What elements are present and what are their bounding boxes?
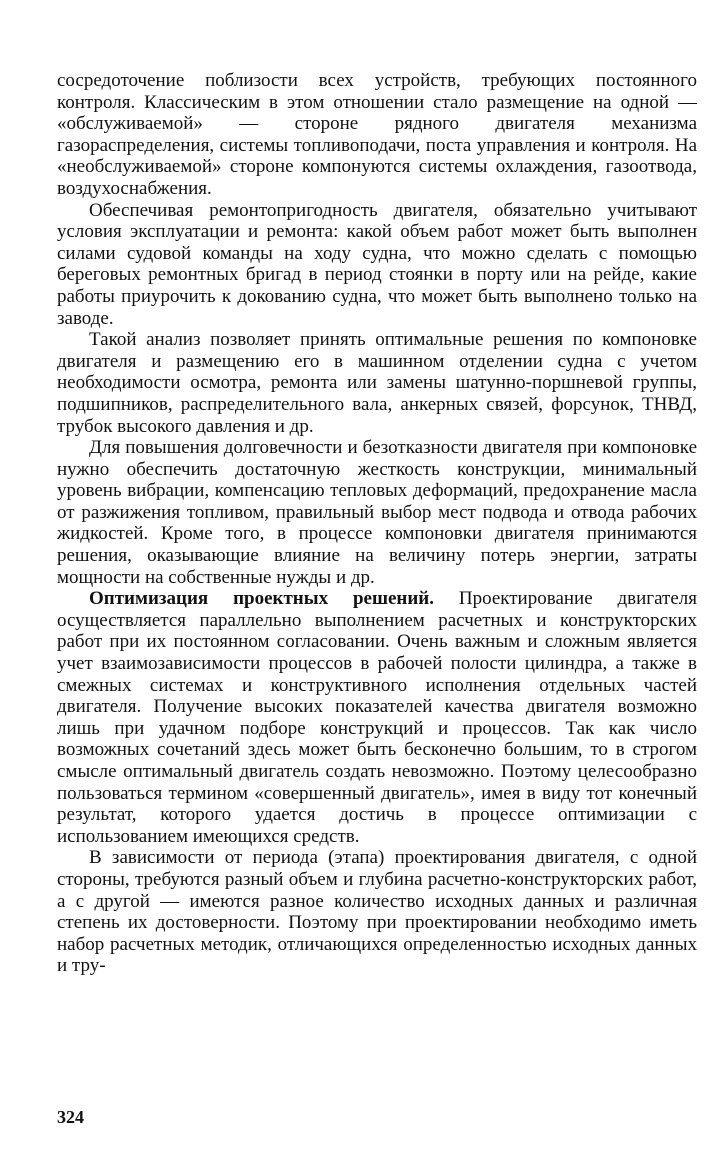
section-run-in-heading: Оптимизация проектных решений. (89, 588, 435, 610)
paragraph-1 (57, 70, 697, 200)
paragraph-2 (57, 200, 697, 330)
paragraph-3 (57, 329, 697, 437)
paragraph-6-text: В зависимости от периода (этапа) проектирования двигателя, с одной стороны, требуются разный объем и глубина расчетно-конструкторских работ, а с другой — имеются разное количество исходных данных и различная степень их достоверности. Поэтому при проектировании необходимо иметь набор расчетных методик, отличающихся определенностью исходных данных и тру- (57, 847, 697, 977)
paragraph-5 (57, 588, 697, 847)
paragraph-4-text: Для повышения долговечности и безотказности двигателя при компоновке нужно обеспечить достаточную жесткость конструкции, минимальный уровень вибрации, компенсацию тепловых деформаций, предохранение масла от разжижения топливом, правильный выбор мест подвода и отвода рабочих жидкостей. Кроме того, в процессе компоновки двигателя принимаются решения, оказывающие влияние на величину потерь энергии, затраты мощности на собственные нужды и др. (57, 437, 697, 588)
paragraph-4 (57, 437, 697, 588)
paragraph-1-text: сосредоточение поблизости всех устройств, требующих постоянного контроля. Классическим в этом отношении стало размещение на одной — «обслуживаемой» — стороне рядного двигателя механизма газораспределения, системы топливоподачи, поста управления и контроля. На «необслуживаемой» стороне компонуются системы охлаждения, газоотвода, воздухоснабжения. (57, 70, 697, 199)
paragraph-3-text: Такой анализ позволяет принять оптимальные решения по компоновке двигателя и размещению его в машинном отделении судна с учетом необходимости осмотра, ремонта или замены шатунно-поршневой группы, подшипников, распределительного вала, анкерных связей, форсунок, ТНВД, трубок высокого давления и др. (57, 329, 697, 437)
paragraph-6 (57, 847, 697, 977)
page-text-block (57, 70, 697, 977)
paragraph-5-text: Проектирование двигателя осуществляется параллельно выполнением расчетных и конструкторских работ при их постоянном согласовании. Очень важным и сложным является учет взаимозависимости процессов в рабочей полости цилиндра, а также в смежных системах и конструктивного исполнения отдельных частей двигателя. Получение высоких показателей качества двигателя возможно лишь при удачном подборе конструкций и процессов. Так как число возможных сочетаний здесь может быть бесконечно большим, то в строгом смысле оптимальный двигатель создать невозможно. Поэтому целесообразно пользоваться термином «совершенный двигатель», имея в виду тот конечный результат, которого удается достичь в процессе оптимизации с использованием имеющихся средств. (57, 588, 698, 847)
paragraph-2-text: Обеспечивая ремонтопригодность двигателя, обязательно учитывают условия эксплуатации и ремонта: какой объем работ может быть выполнен силами судовой команды на ходу судна, что можно сделать с помощью береговых ремонтных бригад в период стоянки в порту или на рейде, какие работы приурочить к докованию судна, что может быть выполнено только на заводе. (57, 199, 697, 329)
page-number: 324 (57, 1107, 84, 1127)
